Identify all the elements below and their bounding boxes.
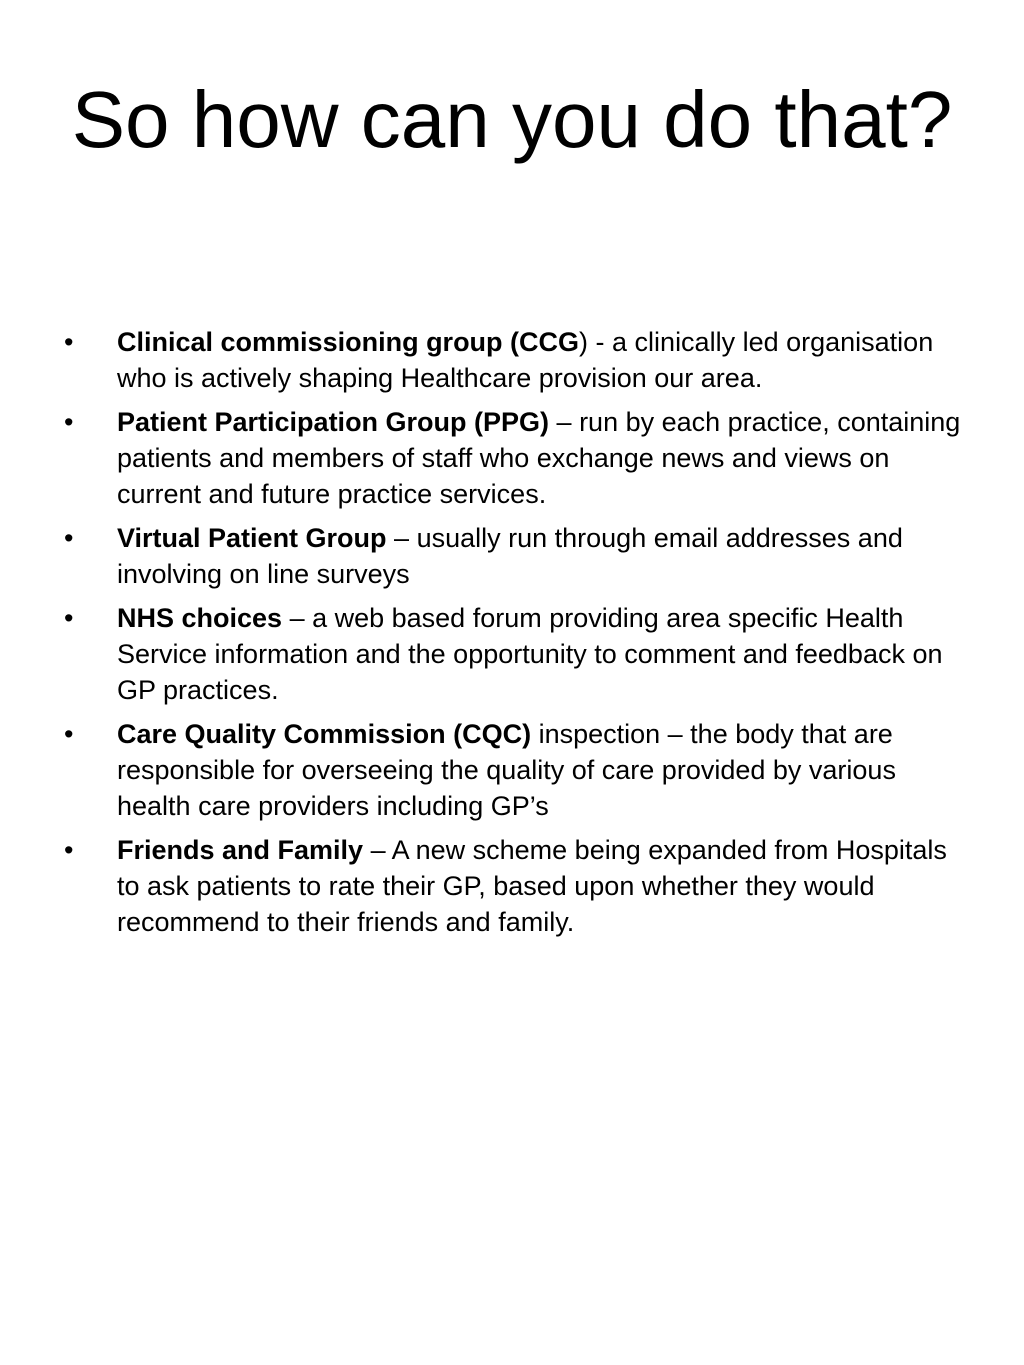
item-description: – usually run through email addresses and involving on line surveys xyxy=(117,523,903,589)
list-item-ccg xyxy=(0,324,1024,396)
item-term: Friends and Family xyxy=(117,835,364,865)
bullet-icon: • xyxy=(64,327,74,357)
list-item-friends-and-family xyxy=(0,832,1024,940)
bullet-icon: • xyxy=(64,835,74,865)
list-item-ppg xyxy=(0,404,1024,512)
bullet-list xyxy=(0,324,1024,948)
item-term: Clinical commissioning group (CCG xyxy=(117,327,580,357)
item-term: Care Quality Commission (CQC) xyxy=(117,719,532,749)
bullet-icon: • xyxy=(64,407,74,437)
bullet-icon: • xyxy=(64,719,74,749)
item-description: ) - a clinically led organisation who is actively shaping Healthcare provision our area. xyxy=(117,327,934,393)
list-item-cqc xyxy=(0,716,1024,824)
item-description: – run by each practice, containing patients and members of staff who exchange news and views on current and future practice services. xyxy=(117,407,961,509)
item-term: Virtual Patient Group xyxy=(117,523,387,553)
item-description: inspection – the body that are responsible for overseeing the quality of care provided by various health care providers including GP’s xyxy=(117,719,896,821)
item-term: Patient Participation Group (PPG) xyxy=(117,407,550,437)
list-item-nhs-choices xyxy=(0,600,1024,708)
bullet-icon: • xyxy=(64,523,74,553)
list-item-virtual-patient-group xyxy=(0,520,1024,592)
item-description: – A new scheme being expanded from Hospitals to ask patients to rate their GP, based upon whether they would recommend to their friends and family. xyxy=(117,835,947,937)
item-term: NHS choices xyxy=(117,603,283,633)
slide-title: So how can you do that? xyxy=(71,75,953,164)
item-description: – a web based forum providing area specific Health Service information and the opportunity to comment and feedback on GP practices. xyxy=(117,603,943,705)
bullet-icon: • xyxy=(64,603,74,633)
